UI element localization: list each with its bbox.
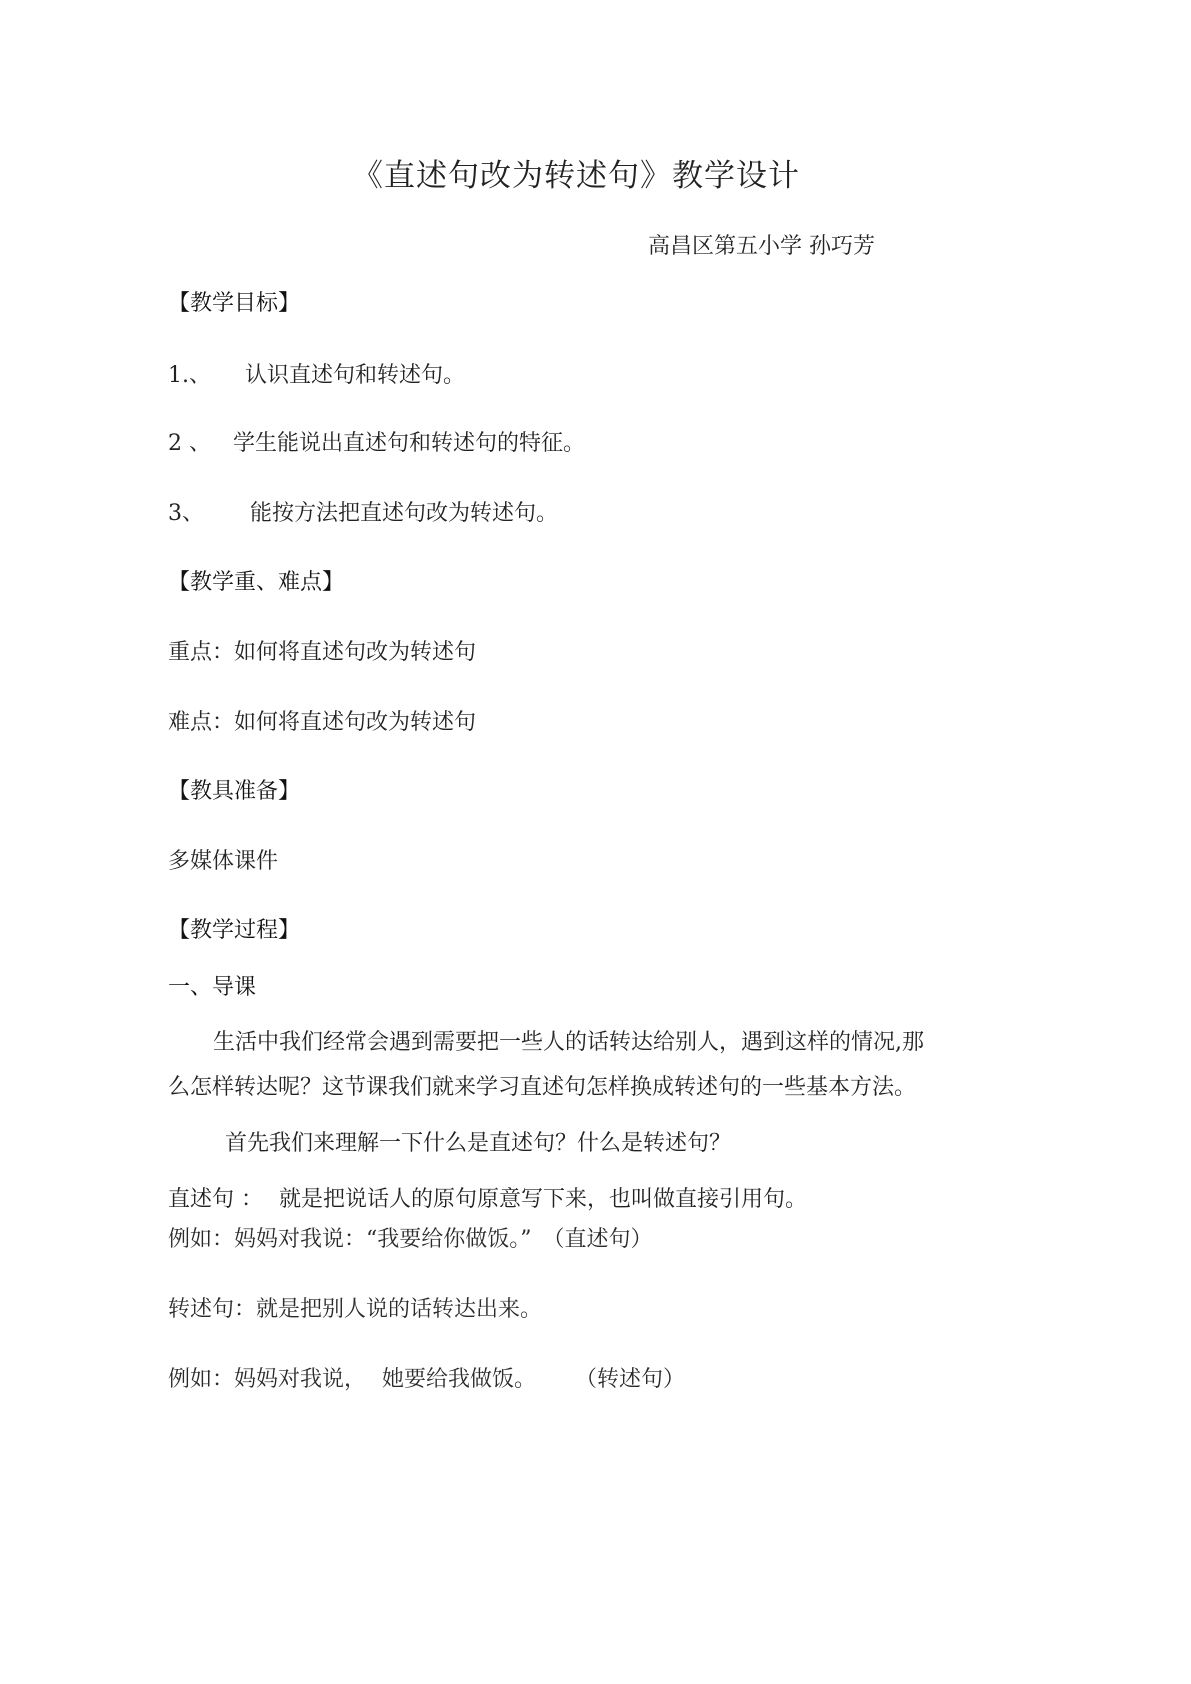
objective-text: 认识直述句和转述句。 [245, 363, 466, 388]
process-heading: 【教学过程】 [168, 918, 301, 943]
objective-item [168, 499, 558, 529]
tools-text: 多媒体课件 [168, 849, 279, 874]
difficulty-text: 难点：如何将直述句改为转述句 [168, 710, 477, 735]
objectives-heading: 【教学目标】 [168, 291, 301, 316]
direct-label: 直述句 ： [168, 1187, 263, 1212]
intro-paragraph-line-1: 生活中我们经常会遇到需要把一些人的话转达给别人，遇到这样的情况,那 [213, 1030, 924, 1055]
step1-heading: 一、导课 [168, 975, 257, 1000]
direct-example [168, 1225, 653, 1255]
objective-item [168, 361, 465, 391]
tools-heading: 【教具准备】 [168, 779, 301, 804]
author-line: 高昌区第五小学 孙巧芳 [648, 234, 875, 259]
indirect-example-body: 她要给我做饭。 [382, 1367, 537, 1392]
objective-text: 能按方法把直述句改为转述句。 [250, 501, 559, 526]
indirect-definition: 转述句：就是把别人说的话转达出来。 [168, 1297, 543, 1322]
direct-definition-text: 就是把说话人的原句原意写下来，也叫做直接引用句。 [279, 1187, 808, 1212]
indirect-example [168, 1365, 685, 1395]
indirect-example-tag: （转述句） [586, 1367, 686, 1392]
direct-example-tag: （直述句） [553, 1227, 653, 1252]
keypoints-heading: 【教学重、难点】 [168, 570, 345, 595]
objective-number: 2 、 [168, 431, 211, 456]
objective-number: 3、 [168, 501, 204, 526]
question-line: 首先我们来理解一下什么是直述句？什么是转述句？ [225, 1131, 732, 1156]
keypoint-text: 重点：如何将直述句改为转述句 [168, 640, 477, 665]
direct-definition [168, 1185, 807, 1215]
document-title: 《直述句改为转述句》教学设计 [352, 158, 800, 194]
direct-example-lead: 例如：妈妈对我说：“我要给你做饭。” [168, 1227, 532, 1252]
objective-text: 学生能说出直述句和转述句的特征。 [233, 431, 586, 456]
objective-number: 1.、 [168, 363, 211, 388]
intro-paragraph-line-2: 么怎样转达呢？这节课我们就来学习直述句怎样换成转述句的一些基本方法。 [168, 1075, 917, 1100]
objective-item [168, 429, 585, 459]
indirect-example-lead: 例如：妈妈对我说， [168, 1367, 367, 1392]
